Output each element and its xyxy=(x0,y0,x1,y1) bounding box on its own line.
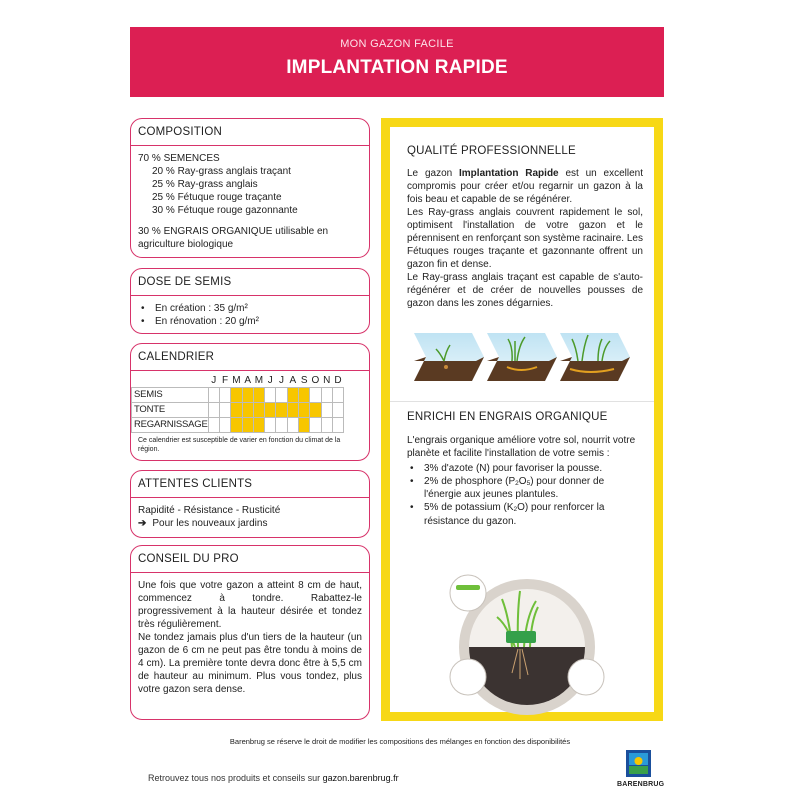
calendar-cell-active xyxy=(299,418,310,433)
calendar-cell xyxy=(332,388,343,403)
calendar-cell xyxy=(310,388,321,403)
month-label: D xyxy=(334,375,342,387)
growth-illustration xyxy=(414,327,632,387)
calendar-cell xyxy=(219,403,230,418)
conseil-box xyxy=(130,545,370,720)
calendar-cell xyxy=(265,418,276,433)
seed-item: 30 % Fétuque rouge gazonnante xyxy=(152,204,298,216)
qualite-text xyxy=(407,167,643,310)
calendar-cell-active xyxy=(299,388,310,403)
conseil-paragraph: Ne tondez jamais plus d'un tiers de la hauteur (un gazon de 6 cm ne peut pas être tondu à moins de 4 cm). La première tonte devra donc être à 5,5 cm de hauteur au minimum. Plus vous tondez, plus votre gazon sera dense. xyxy=(138,631,362,695)
calendar-cell-active xyxy=(276,403,287,418)
calendar-cell xyxy=(219,418,230,433)
nutrient-item xyxy=(407,475,643,501)
qualite-paragraph: Les Ray-grass anglais couvrent rapidement le sol, optimisent l'installation de votre gazon et le pérennisent en renforçant son système racinaire. Les Fétuques rouges traçante et gazonnante offrent un gazon fin et dense. xyxy=(407,207,643,270)
calendar-row xyxy=(132,388,344,403)
dose-title: DOSE DE SEMIS xyxy=(138,276,232,288)
calendar-cell-active xyxy=(242,418,253,433)
fertilizer-text: 30 % ENGRAIS ORGANIQUE utilisable en agriculture biologique xyxy=(138,225,329,250)
calendar-corner xyxy=(132,374,209,388)
growth-stage-2 xyxy=(487,333,557,381)
calendar-cell xyxy=(276,418,287,433)
calendar-cell-active xyxy=(299,403,310,418)
header-title: IMPLANTATION RAPIDE xyxy=(286,57,508,78)
attentes-line: Rapidité - Résistance - Rusticité xyxy=(138,504,281,516)
month-label: S xyxy=(300,375,308,387)
nutrient-text-part: 2% de phosphore (P xyxy=(424,476,516,487)
enrichi-intro: L'engrais organique améliore votre sol, nourrit votre planète et facilite l'installation de votre semis : xyxy=(407,435,636,459)
calendar-cell-active xyxy=(231,418,242,433)
calendar-title: CALENDRIER xyxy=(138,351,215,363)
calendar-cell-active xyxy=(253,403,264,418)
growth-stage-3 xyxy=(560,333,630,381)
nutrient-text-part: O) pour renforcer la résistance du gazon. xyxy=(424,502,605,527)
calendar-row xyxy=(132,418,344,433)
calendar-row-label: SEMIS xyxy=(132,388,209,403)
growth-stage-1 xyxy=(414,333,484,381)
composition-box xyxy=(130,118,370,258)
brand-name: BARENBRUG xyxy=(617,781,665,788)
nutrient-text-part: ) pour donner de l'énergie aux jeunes plantules. xyxy=(424,476,605,501)
attentes-sub: Pour les nouveaux jardins xyxy=(152,517,268,529)
nutrient-item xyxy=(407,501,643,527)
month-label: J xyxy=(211,375,217,387)
calendar-cell xyxy=(208,418,219,433)
dose-box xyxy=(130,268,370,334)
month-label: O xyxy=(311,375,320,387)
qualite-text-part: est un excellent compromis pour créer et/ou regarnir un gazon à la fois beau et capable de se régénérer. xyxy=(407,168,644,205)
page-header xyxy=(130,27,664,97)
calendar-cell xyxy=(321,403,332,418)
nutrient-text-part: 5% de potassium (K xyxy=(424,502,514,514)
conseil-title: CONSEIL DU PRO xyxy=(138,553,239,565)
month-label: J xyxy=(267,375,273,387)
calendar-cell xyxy=(287,418,298,433)
nutrient-list xyxy=(407,462,643,528)
dose-list xyxy=(138,302,362,328)
qualite-paragraph: Le Ray-grass anglais traçant est capable de s'auto-régénérer et de créer de nouvelles pousses de gazon dans les zones dégarnies. xyxy=(407,272,643,309)
qualite-text-part: Le gazon xyxy=(407,168,460,179)
attentes-box xyxy=(130,470,370,538)
footer-link-text: Retrouvez tous nos produits et conseils sur xyxy=(148,773,323,783)
calendar-cell-active xyxy=(253,388,264,403)
calendar-months-row xyxy=(132,374,344,388)
seed-item: 20 % Ray-grass anglais traçant xyxy=(152,165,291,177)
calendar-cell-active xyxy=(265,403,276,418)
month-label: N xyxy=(323,375,331,387)
calendar-cell xyxy=(265,388,276,403)
calendar-cell-active xyxy=(242,388,253,403)
calendar-cell xyxy=(219,388,230,403)
dose-item: • En création : 35 g/m² xyxy=(138,302,362,315)
nutrient-item: • 3% d'azote (N) pour favoriser la pousse. xyxy=(407,462,643,475)
attentes-sub-row xyxy=(138,517,362,530)
month-label: M xyxy=(232,375,241,387)
soil-diagram-illustration xyxy=(442,567,612,722)
website-link[interactable]: gazon.barenbrug.fr xyxy=(322,773,399,783)
month-label: J xyxy=(279,375,285,387)
calendar-box xyxy=(130,343,370,461)
month-label: M xyxy=(254,375,264,387)
calendar-cell xyxy=(321,388,332,403)
calendar-cell-active xyxy=(310,403,321,418)
arrow-right-icon: ➔ xyxy=(138,517,147,529)
calendar-cell-active xyxy=(287,403,298,418)
qualite-title: QUALITÉ PROFESSIONNELLE xyxy=(407,145,576,157)
footer-note: Barenbrug se réserve le droit de modifier les compositions des mélanges en fonction des disponibilités xyxy=(229,737,571,746)
calendar-cell xyxy=(332,418,343,433)
nutrient-text-part: O xyxy=(518,476,527,487)
subscript: 5 xyxy=(526,480,531,487)
seeds-heading: 70 % SEMENCES xyxy=(138,152,220,164)
calendar-row-label: REGARNISSAGE xyxy=(132,418,209,433)
enrichi-title: ENRICHI EN ENGRAIS ORGANIQUE xyxy=(407,411,608,423)
calendar-cell xyxy=(321,418,332,433)
subscript: 2 xyxy=(513,506,518,514)
dose-item: • En rénovation : 20 g/m² xyxy=(138,315,362,328)
calendar-note: Ce calendrier est susceptible de varier en fonction du climat de la région. xyxy=(138,437,341,454)
enrichi-text xyxy=(407,434,643,528)
barenbrug-logo-icon xyxy=(626,750,651,777)
calendar-cell-active xyxy=(242,403,253,418)
product-name: Implantation Rapide xyxy=(459,168,559,179)
header-subtitle: MON GAZON FACILE xyxy=(340,38,454,50)
calendar-row xyxy=(132,403,344,418)
calendar-cell xyxy=(208,388,219,403)
calendar-cell xyxy=(310,418,321,433)
calendar-table xyxy=(131,374,344,434)
month-label: F xyxy=(222,375,229,387)
calendar-cell xyxy=(276,388,287,403)
conseil-paragraph: Une fois que votre gazon a atteint 8 cm de haut, commencez à tondre. Rabattez-le progressivement à la hauteur désirée et tondez très régulièrement. xyxy=(138,579,362,630)
subscript: 2 xyxy=(515,480,519,487)
section-divider xyxy=(390,401,654,402)
calendar-cell-active xyxy=(287,388,298,403)
seed-item: 25 % Ray-grass anglais xyxy=(152,178,258,190)
seed-item: 25 % Fétuque rouge traçante xyxy=(152,191,282,203)
footer-link-row xyxy=(148,773,399,783)
calendar-cell xyxy=(208,403,219,418)
month-label: A xyxy=(244,375,251,387)
attentes-title: ATTENTES CLIENTS xyxy=(138,478,253,490)
calendar-cell-active xyxy=(231,388,242,403)
calendar-row-label: TONTE xyxy=(132,403,209,418)
seeds-list xyxy=(138,165,362,217)
right-panel xyxy=(381,118,663,721)
calendar-cell-active xyxy=(253,418,264,433)
qualite-paragraph xyxy=(407,167,643,206)
month-label: A xyxy=(289,375,297,387)
composition-title: COMPOSITION xyxy=(138,126,222,138)
calendar-cell xyxy=(332,403,343,418)
calendar-cell-active xyxy=(231,403,242,418)
